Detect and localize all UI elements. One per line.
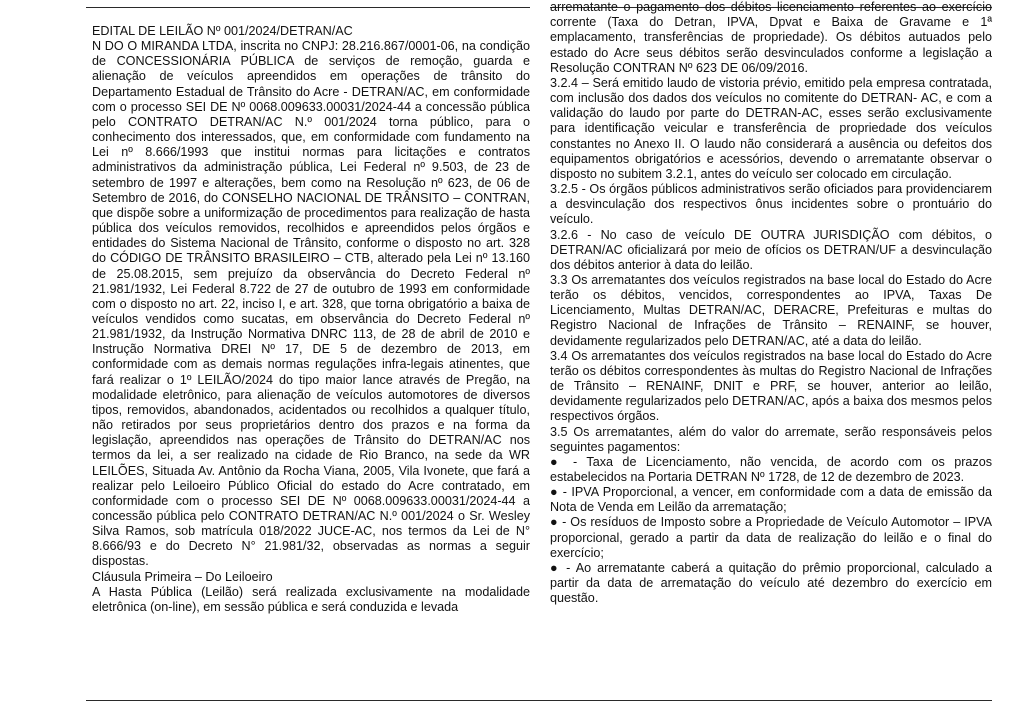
- paragraph-3-4: 3.4 Os arrematantes dos veículos registrados na base local do Estado do Acre terão os débitos correspondentes às multas do Registro Nacional de Infrações de Trânsito – RENAINF, DNIT e PRF, se houver, anterior ao leilão, devidamente regularizados pelo DETRAN/AC, após a baixa dos mesmos pelos respectivos órgãos.: [550, 348, 992, 424]
- paragraph-3-2-4: 3.2.4 – Será emitido laudo de vistoria prévio, emitido pela empresa contratada, com inclusão dos dados dos veículos no comitente do DETRAN- AC, e com a validação do laudo por parte do DETRAN-AC, esses serão exclusivamente para identificação veicular e transferência de propriedade dos veículos constantes no Anexo II. O laudo não considerará a ausência ou defeitos dos equipamentos obrigatórios e acessórios, devendo o arrematante observar o disposto no subitem 3.2.1, antes do veículo ser colocado em circulação.: [550, 75, 992, 181]
- paragraph-3-2-6: 3.2.6 - No caso de veículo DE OUTRA JURISDIÇÃO com débitos, o DETRAN/AC oficializará por meio de ofícios os DETRAN/UF a desvinculação dos débitos anterior à data do leilão.: [550, 227, 992, 272]
- paragraph-3-2-3: arrematante o pagamento dos débitos licenciamento referentes ao exercício corrente (Taxa do Detran, IPVA, Dpvat e Baixa de Gravame e 1ª emplacamento, transferências de propriedade). Os débitos autuados pelo estado do Acre seus débitos serão desvinculados conforme a legislação a Resolução CONTRAN Nº 623 DE 06/09/2016.: [550, 0, 992, 75]
- bottom-rule: [86, 700, 992, 701]
- edital-title: EDITAL DE LEILÃO Nº 001/2024/DETRAN/AC: [92, 24, 353, 38]
- clause-heading: Cláusula Primeira – Do Leiloeiro: [92, 569, 273, 584]
- bullet-item: ● - Ao arrematante caberá a quitação do prêmio proporcional, calculado a partir da data de arrematação do veículo até dezembro do exercício em questão.: [550, 560, 992, 606]
- paragraph-intro: N DO O MIRANDA LTDA, inscrita no CNPJ: 28.216.867/0001-06, na condição de CONCESSIONÁRIA PÚBLICA de serviços de remoção, guarda e alienação de veículos apreendidos em operações de trânsito do Departamento Estadual de Trânsito do Acre - DETRAN/AC, em conformidade com o processo SEI DE Nº 0068.009633.00031/2024-44 a concessão pública pelo CONTRATO DETRAN/AC N.º 001/2024 torna público, para o conhecimento dos interessados, que, em conformidade com fundamento na Lei nº 8.666/1993 que institui normas para licitações e contratos administrativos da administração pública, Lei Federal nº 9.503, de 23 de setembro de 1997 e alterações, bem como na Resolução nº 623, de 06 de Setembro de 2016, do CONSELHO NACIONAL DE TRÂNSITO – CONTRAN, que dispõe sobre a uniformização de procedimentos para realização de hasta pública dos veículos removidos, recolhidos e apreendidos pelos órgãos e entidades do Sistema Nacional de Trânsito, conforme o disposto no art. 328 do CÓDIGO DE TRÂNSITO BRASILEIRO – CTB, alterado pela Lei nº 13.160 de 25.08.2015, sem prejuízo da observância do Decreto Federal nº 21.981/1932, Lei Federal 8.722 de 27 de outubro de 1993 em conformidade com o disposto no art. 22, inciso I, e art. 328, que torna obrigatório a baixa de veículos vendidos como sucatas, em observância do Decreto Federal nº 21.981/1932, da Instrução Normativa DNRC 113, de 28 de abril de 2010 e Instrução Normativa DREI Nº 17, DE 5 de dezembro de 2013, em conformidade com as demais normas regulações infra-legais atinentes, que fará realizar o 1º LEILÃO/2024 do tipo maior lance através de Pregão, na modalidade eletrônico, para alienação de veículos automotores de diversos tipos, removidos, abandonados, acidentados ou recolhidos a qualquer título, não retirados por seus proprietários dentro dos prazos e na forma da legislação, apreendidos nas operações de Trânsito do DETRAN/AC nos termos da lei, a ser realizado na cidade de Rio Branco, na sede da WR LEILÕES, Situada Av. Antônio da Rocha Viana, 2005, Vila Ivonete, que fará a realizar pelo Leiloeiro Público Oficial do estado do Acre contratado, em conformidade com o processo SEI DE Nº 0068.009633.00031/2024-44 a concessão pública pelo CONTRATO DETRAN/AC N.º 001/2024 o Sr. Wesley Silva Ramos, sob matrícula 018/2022 JUCE-AC, nos termos da Lei de N° 8.666/93 e do Decreto N° 21.981/32, observadas as normas a seguir dispostas.: [92, 39, 530, 569]
- bullet-item: ● - IPVA Proporcional, a vencer, em conformidade com a data de emissão da Nota de Venda em Leilão da arrematação;: [550, 485, 992, 515]
- top-rule-left: [86, 7, 530, 8]
- paragraph-clause-1: A Hasta Pública (Leilão) será realizada exclusivamente na modalidade eletrônica (on-line), em sessão pública e será conduzida e levada: [92, 584, 530, 614]
- bullet-item: ● - Taxa de Licenciamento, não vencida, de acordo com os prazos estabelecidos na Portaria DETRAN Nº 1728, de 12 de dezembro de 2023.: [550, 454, 992, 484]
- paragraph-3-2-5: 3.2.5 - Os órgãos públicos administrativos serão oficiados para providenciarem a desvinculação dos respectivos ônus incidentes sobre o prontuário do veículo.: [550, 182, 992, 227]
- right-column: [550, 0, 992, 606]
- paragraph-3-3: 3.3 Os arrematantes dos veículos registrados na base local do Estado do Acre terão os débitos, vencidos, correspondentes ao IPVA, Taxas De Licenciamento, Multas DETRAN/AC, DERACRE, Prefeituras e multas do Registro Nacional de Infrações de Trânsito – RENAINF, se houver, devidamente regularizados pelo DETRAN/AC, até a data do leilão.: [550, 272, 992, 348]
- paragraph-3-5: 3.5 Os arrematantes, além do valor do arremate, serão responsáveis pelos seguintes pagamentos:: [550, 424, 992, 454]
- left-column: [92, 24, 530, 615]
- bullet-item: ● - Os resíduos de Imposto sobre a Propriedade de Veículo Automotor – IPVA proporcional, gerado a partir da data de realização do leilão e o final do exercício;: [550, 515, 992, 560]
